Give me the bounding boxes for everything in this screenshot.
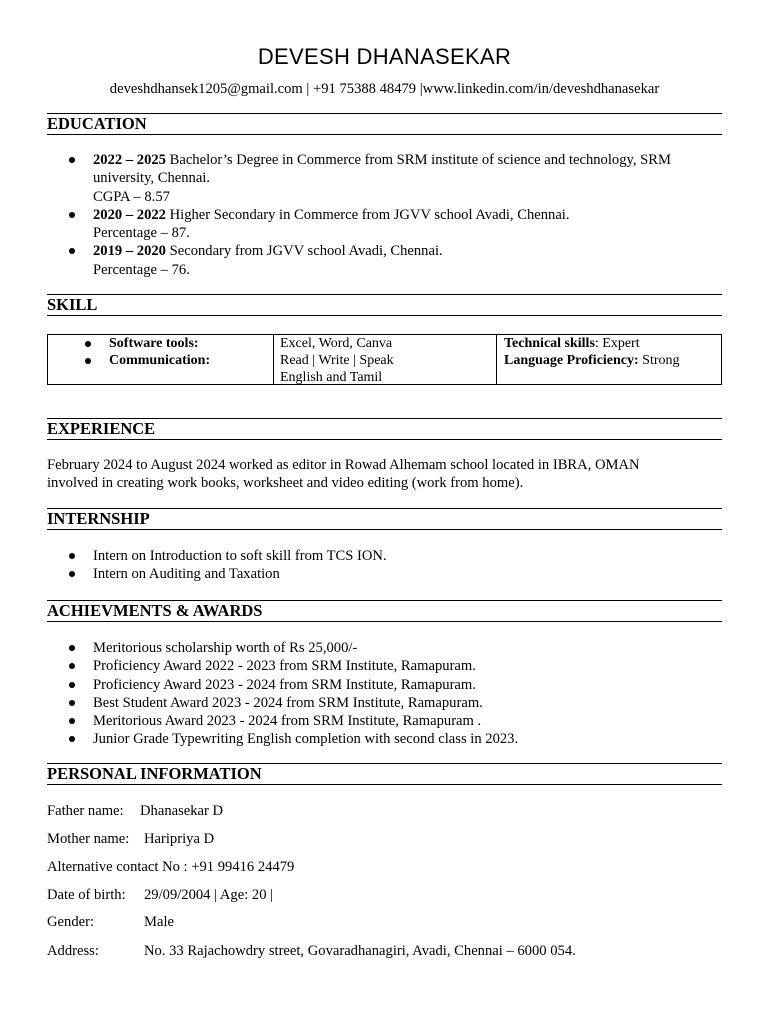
address-row: Address: No. 33 Rajachowdry street, Govaradhanagiri, Avadi, Chennai – 6000 054. [47, 943, 576, 959]
internship-heading: INTERNSHIP [47, 508, 722, 530]
technical-skills: Technical skills: Expert [504, 336, 640, 351]
experience-heading: EXPERIENCE [47, 418, 722, 440]
education-heading: EDUCATION [47, 113, 722, 135]
skill-value: Read | Write | Speak [280, 353, 394, 368]
list-item: Proficiency Award 2022 - 2023 from SRM Institute, Ramapuram. [47, 657, 722, 675]
list-item: Best Student Award 2023 - 2024 from SRM Institute, Ramapuram. [47, 694, 722, 712]
list-item: Meritorious Award 2023 - 2024 from SRM Institute, Ramapuram . [47, 712, 722, 730]
language-proficiency: Language Proficiency: Strong [504, 353, 680, 368]
achievements-heading: ACHIEVMENTS & AWARDS [47, 600, 722, 622]
achievements-list [47, 639, 722, 749]
skill-table [47, 334, 722, 385]
education-item: 2022 – 2025 Bachelor’s Degree in Commerce from SRM institute of science and technology, SRM university, Chennai. CGPA – 8.57 [47, 151, 722, 206]
list-item: Intern on Auditing and Taxation [47, 565, 722, 583]
education-list [47, 151, 722, 279]
mother-name-row: Mother name: Haripriya D [47, 831, 215, 847]
education-item: 2020 – 2022 Higher Secondary in Commerce from JGVV school Avadi, Chennai. Percentage – 87. [47, 206, 722, 243]
skill-value: English and Tamil [280, 370, 383, 385]
skill-label: Communication: [48, 352, 273, 369]
father-name-row: Father name: Dhanasekar D [47, 803, 224, 819]
alt-contact-row: Alternative contact No : +91 99416 24479 [47, 859, 295, 875]
contact-line: deveshdhansek1205@gmail.com | +91 75388 48479 |www.linkedin.com/in/deveshdhanasekar [109, 81, 660, 97]
skill-level-cell [496, 335, 721, 384]
candidate-name: DEVESH DHANASEKAR [257, 44, 512, 69]
skill-values-cell [273, 335, 496, 384]
education-item: 2019 – 2020 Secondary from JGVV school Avadi, Chennai. Percentage – 76. [47, 242, 722, 279]
skill-label: Software tools: [48, 335, 273, 352]
list-item: Junior Grade Typewriting English completion with second class in 2023. [47, 730, 722, 748]
list-item: Meritorious scholarship worth of Rs 25,000/- [47, 639, 722, 657]
skill-value: Excel, Word, Canva [280, 336, 393, 351]
experience-text: February 2024 to August 2024 worked as editor in Rowad Alhemam school located in IBRA, OMAN involved in creating work books, worksheet and video editing (work from home). [47, 457, 640, 492]
internship-list [47, 547, 722, 584]
gender-row: Gender: Male [47, 914, 174, 930]
skill-heading: SKILL [47, 294, 722, 316]
skill-labels-cell [48, 335, 273, 384]
list-item: Proficiency Award 2023 - 2024 from SRM Institute, Ramapuram. [47, 676, 722, 694]
dob-row: Date of birth: 29/09/2004 | Age: 20 | [47, 887, 274, 903]
personal-heading: PERSONAL INFORMATION [47, 763, 722, 785]
list-item: Intern on Introduction to soft skill from TCS ION. [47, 547, 722, 565]
